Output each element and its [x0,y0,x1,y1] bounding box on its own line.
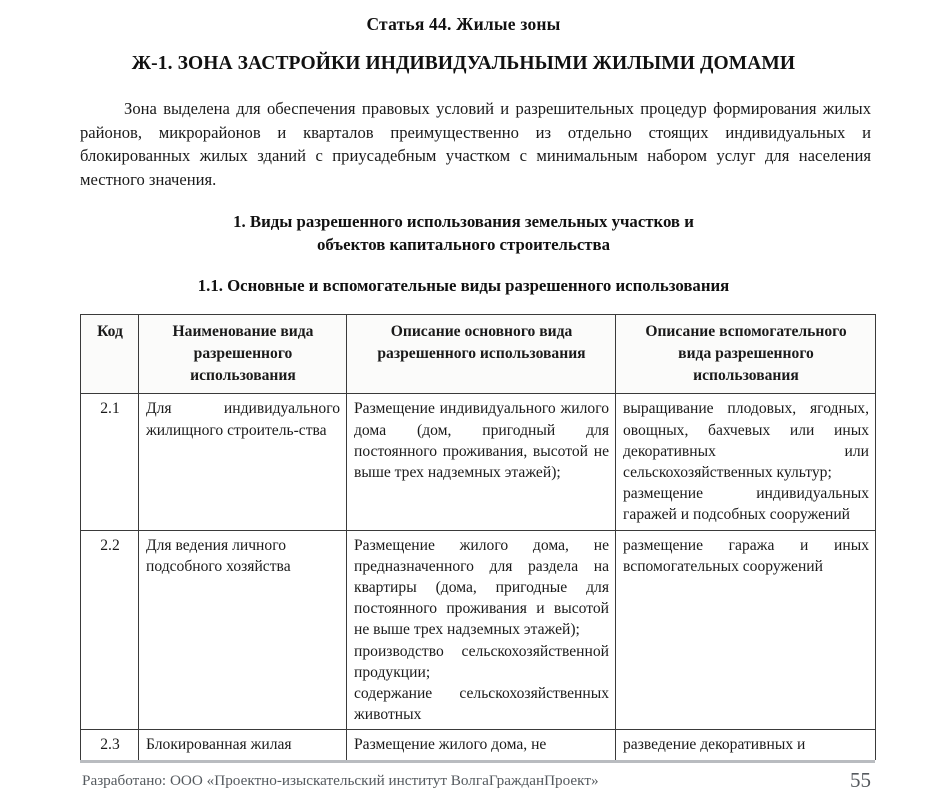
footer-page-number: 55 [850,768,871,792]
column-header-main-description [347,314,616,393]
cell-main-paragraph: Размещение индивидуального жилого дома (дом, пригодный для постоянного проживания, высотой не выше трех надземных этажей); [354,400,609,481]
page-footer [0,760,927,806]
table-row [81,530,876,730]
cell-code: 2.1 [81,394,139,530]
column-header-name [139,314,347,393]
column-header-aux-line2: вида разрешенного [678,345,814,363]
column-header-aux-line1: Описание вспомогательного [645,322,847,340]
cell-name: Для ведения личного подсобного хозяйства [139,530,347,730]
table-row [81,730,876,761]
cell-code: 2.3 [81,730,139,761]
cell-main-paragraph: Размещение жилого дома, не [354,736,547,754]
cell-main-description [347,530,616,730]
column-header-code [81,314,139,393]
cell-main-paragraph: содержание сельскохозяйственных животных [354,684,609,724]
column-header-aux-description [616,314,876,393]
cell-aux-paragraph: выращивание плодовых, ягодных, овощных, бахчевых или иных декоративных или сельскохозяйственных культур; [623,400,869,481]
footer-divider [80,760,875,763]
cell-main-description [347,730,616,761]
cell-main-description [347,394,616,530]
permitted-use-table [80,314,876,760]
column-header-aux-line3: использования [693,367,799,385]
cell-aux-description [616,730,876,761]
cell-name: Блокированная жилая [139,730,347,761]
table-container [0,296,927,760]
cell-main-paragraph: Размещение жилого дома, не предназначенного для раздела на квартиры (дома, пригодные для постоянного проживания и высотой не выше трех надземных этажей); [354,536,609,639]
footer-developer-text: Разработано: ООО «Проектно-изыскательский институт ВолгаГражданПроект» [82,772,599,789]
cell-aux-description [616,394,876,530]
column-header-code-text: Код [97,322,123,340]
section-heading-1-line2: объектов капитального строительства [317,234,610,254]
column-header-name-line2: разрешенного [193,345,293,363]
cell-aux-paragraph: разведение декоративных и [623,736,806,754]
cell-aux-paragraph: размещение индивидуальных гаражей и подсобных сооружений [623,485,869,524]
page-title: Статья 44. Жилые зоны [366,14,561,34]
table-row [81,394,876,530]
cell-main-paragraph: производство сельскохозяйственной продукции; [354,642,609,681]
table-header [81,314,876,393]
table-body [81,394,876,761]
intro-paragraph: Зона выделена для обеспечения правовых условий и разрешительных процедур формирования жилых районов, микрорайонов и кварталов преимущественно из отдельно стоящих индивидуальных и блокированных жилых зданий с приусадебным участком с минимальным набором услуг для населения местного значения. [80,99,871,189]
section-heading-1-line1: 1. Виды разрешенного использования земельных участков и [233,212,694,232]
cell-aux-description [616,530,876,730]
cell-name: Для индивидуального жилищного строитель-ства [139,394,347,530]
section-heading-1 [0,191,927,256]
section-heading-1-1: 1.1. Основные и вспомогательные виды разрешенного использования [197,275,730,295]
column-header-name-line3: использования [190,367,296,385]
cell-aux-paragraph: размещение гаража и иных вспомогательных сооружений [623,536,869,575]
column-header-main-line2: разрешенного использования [377,345,586,363]
column-header-name-line1: Наименование вида [172,322,314,340]
cell-code: 2.2 [81,530,139,730]
table-header-row [81,314,876,393]
zone-subtitle: Ж-1. ЗОНА ЗАСТРОЙКИ ИНДИВИДУАЛЬНЫМИ ЖИЛЫМИ ДОМАМИ [131,53,796,74]
column-header-main-line1: Описание основного вида [390,322,573,340]
